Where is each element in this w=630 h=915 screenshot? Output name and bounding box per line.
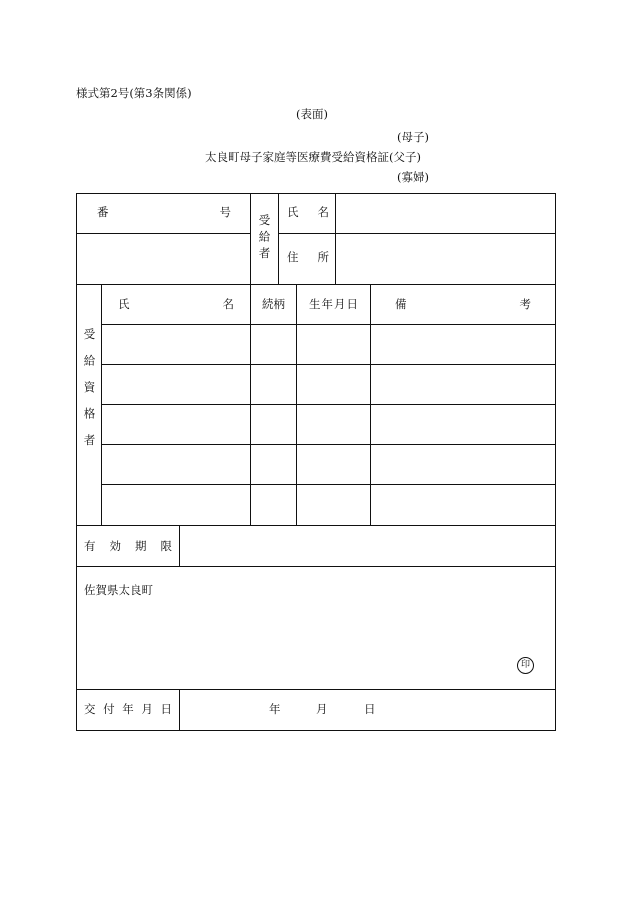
row-birthdate-field[interactable] [298, 487, 369, 523]
side-label: (表面) [296, 107, 328, 121]
row-remarks-field[interactable] [372, 367, 554, 403]
row-remarks-field[interactable] [372, 487, 554, 523]
row-birthdate-field[interactable] [298, 447, 369, 483]
column-remarks: 備 考 [395, 297, 531, 311]
column-birthdate: 生年月日 [309, 297, 359, 311]
form-number: 様式第2号(第3条関係) [76, 86, 192, 100]
recipient-label: 受給者 [257, 214, 272, 264]
validity-label: 有 効 期 限 [84, 539, 172, 553]
eligible-persons-label: 受給資格者 [82, 328, 97, 461]
certificate-title: 太良町母子家庭等医療費受給資格証(父子) [205, 150, 421, 164]
recipient-name-field[interactable] [337, 195, 553, 231]
row-remarks-field[interactable] [372, 447, 554, 483]
row-remarks-field[interactable] [372, 327, 554, 363]
recipient-address-label: 住 所 [287, 250, 329, 264]
row-birthdate-field[interactable] [298, 407, 369, 443]
row-name-field[interactable] [103, 367, 249, 403]
row-remarks-field[interactable] [372, 407, 554, 443]
row-relationship-field[interactable] [252, 447, 295, 483]
row-name-field[interactable] [103, 407, 249, 443]
recipient-name-label: 氏 名 [287, 205, 329, 219]
seal-icon: 印 [517, 657, 534, 674]
row-birthdate-field[interactable] [298, 367, 369, 403]
row-name-field[interactable] [103, 447, 249, 483]
issue-date-label: 交 付 年 月 日 [84, 702, 172, 716]
number-label: 番 号 [97, 205, 231, 219]
number-value-field[interactable] [78, 236, 248, 282]
row-relationship-field[interactable] [252, 407, 295, 443]
row-birthdate-field[interactable] [298, 327, 369, 363]
row-relationship-field[interactable] [252, 367, 295, 403]
issue-year-label: 年 [269, 702, 281, 716]
issue-month-label: 月 [316, 702, 328, 716]
row-name-field[interactable] [103, 327, 249, 363]
issuer-name: 佐賀県太良町 [84, 583, 153, 597]
column-relationship: 続柄 [262, 297, 285, 311]
validity-field[interactable] [181, 528, 553, 564]
row-name-field[interactable] [103, 487, 249, 523]
type-mother-child: (母子) [397, 130, 429, 144]
recipient-address-field[interactable] [337, 236, 553, 282]
row-relationship-field[interactable] [252, 487, 295, 523]
row-relationship-field[interactable] [252, 327, 295, 363]
column-name: 氏 名 [118, 297, 234, 311]
type-widow: (寡婦) [397, 170, 429, 184]
issue-day-label: 日 [364, 702, 376, 716]
